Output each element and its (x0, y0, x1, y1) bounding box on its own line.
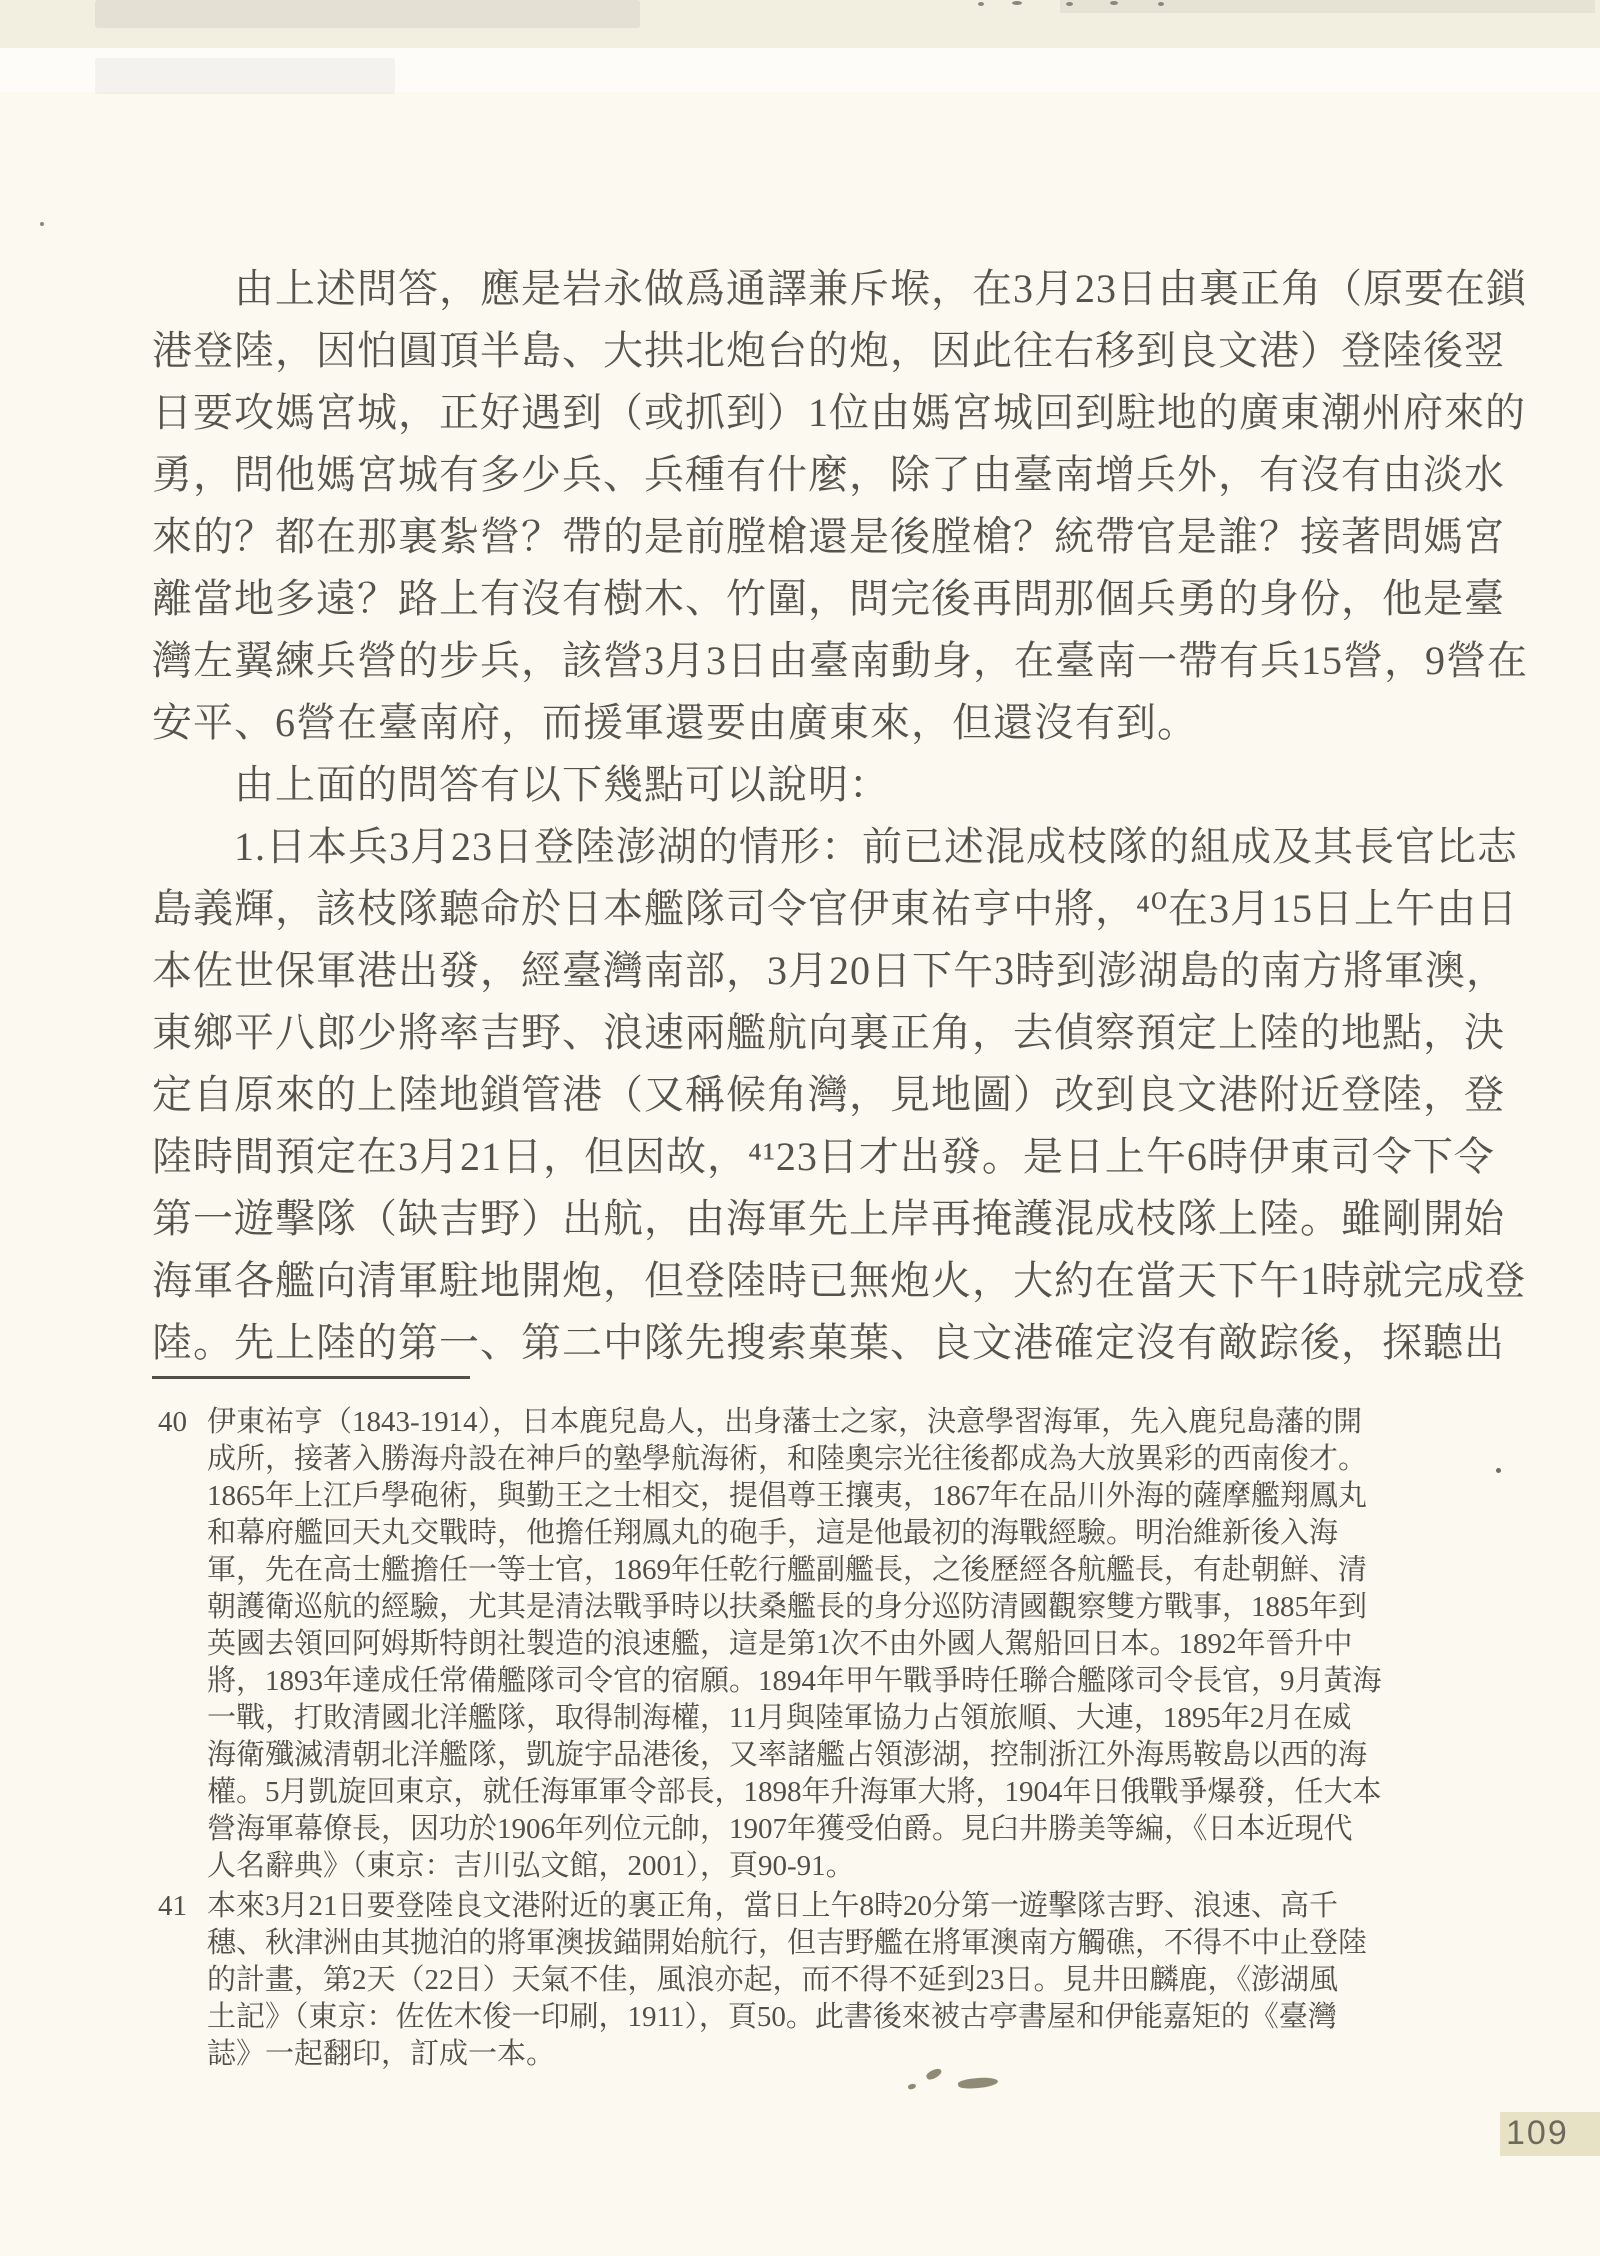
footnote-separator-rule (152, 1376, 470, 1379)
footnote-40-line: 人名辭典》（東京：吉川弘文館，2001），頁90-91。 (207, 1850, 855, 1882)
footnote-41-line: 誌》一起翻印，訂成一本。 (207, 2038, 556, 2070)
body-text-line: 1.日本兵3月23日登陸澎湖的情形：前已述混成枝隊的組成及其長官比志 (152, 824, 1518, 869)
footnote-40-line: 海衛殲滅清朝北洋艦隊，凱旋宇品港後，又率諸艦占領澎湖，控制浙江外海馬鞍島以西的海 (207, 1739, 1368, 1771)
scan-top-band (0, 0, 1600, 48)
footnote-40-line: 一戰，打敗清國北洋艦隊，取得制海權，11月與陸軍協力占領旅順、大連，1895年2月在威 (207, 1702, 1352, 1734)
body-text-line: 由上面的問答有以下幾點可以說明： (152, 762, 890, 807)
body-text-line: 來的？都在那裏紮營？帶的是前膛槍還是後膛槍？統帶官是誰？接著問媽宮 (152, 514, 1505, 559)
footnote-40-line: 英國去領回阿姆斯特朗社製造的浪速艦，這是第1次不由外國人駕船回日本。1892年晉升中 (207, 1628, 1353, 1660)
scan-top-band-light (0, 48, 1600, 92)
footnote-40-number: 40 (158, 1406, 187, 1438)
scan-speck (1158, 2, 1164, 6)
footnote-40-line: 和幕府艦回天丸交戰時，他擔任翔鳳丸的砲手，這是他最初的海戰經驗。明治維新後入海 (207, 1517, 1339, 1549)
body-text-line: 安平、6營在臺南府，而援軍還要由廣東來，但還沒有到。 (152, 700, 1198, 745)
body-text-line: 陸時間預定在3月21日，但因故，⁴¹23日才出發。是日上午6時伊東司令下令 (152, 1134, 1495, 1179)
footnote-40-line: 朝護衛巡航的經驗，尤其是清法戰爭時以扶桑艦長的身分巡防清國觀察雙方戰事，1885年到 (207, 1591, 1368, 1623)
body-text-line: 陸。先上陸的第一、第二中隊先搜索菓葉、良文港確定沒有敵踪後，探聽出 (152, 1320, 1505, 1365)
scan-speck (978, 2, 984, 6)
page-number: 109 (1506, 2114, 1569, 2152)
footnote-40-line: 權。5月凱旋回東京，就任海軍軍令部長，1898年升海軍大將，1904年日俄戰爭爆發，任大本 (207, 1776, 1382, 1808)
scan-smudge (958, 2076, 999, 2090)
footnote-40-line: 將，1893年達成任常備艦隊司令官的宿願。1894年甲午戰爭時任聯合艦隊司令長官，9月黃海 (207, 1665, 1382, 1697)
scan-smudge (907, 2083, 916, 2090)
footnote-40-line: 軍，先在高士艦擔任一等士官，1869年任乾行艦副艦長，之後歷經各航艦長，有赴朝鮮、清 (207, 1554, 1368, 1586)
scan-speck (1066, 2, 1073, 6)
scan-speck (1110, 1, 1118, 5)
footnote-40-line: 1865年上江戶學砲術，與勤王之士相交，提倡尊王攘夷，1867年在品川外海的薩摩艦翔鳳丸 (207, 1480, 1368, 1512)
body-text-line: 海軍各艦向清軍駐地開炮，但登陸時已無炮火，大約在當天下午1時就完成登 (152, 1258, 1526, 1303)
footnote-41-line: 本來3月21日要登陸良文港附近的裏正角，當日上午8時20分第一遊擊隊吉野、浪速、高千 (207, 1890, 1339, 1922)
footnote-40-line: 成所，接著入勝海舟設在神戶的塾學航海術，和陸奧宗光往後都成為大放異彩的西南俊才。 (207, 1443, 1368, 1475)
footnote-40-line: 伊東祐亨（1843-1914），日本鹿兒島人，出身藩士之家，決意學習海軍，先入鹿兒島藩的開 (207, 1406, 1363, 1438)
body-text-line: 日要攻媽宮城，正好遇到（或抓到）1位由媽宮城回到駐地的廣東潮州府來的 (152, 390, 1526, 435)
body-text-line: 定自原來的上陸地鎖管港（又稱候角灣，見地圖）改到良文港附近登陸，登 (152, 1072, 1505, 1117)
scan-speck (40, 222, 44, 226)
body-text-line: 離當地多遠？路上有沒有樹木、竹圍，問完後再問那個兵勇的身份，他是臺 (152, 576, 1505, 621)
body-text-line: 灣左翼練兵營的步兵，該營3月3日由臺南動身，在臺南一帶有兵15營，9營在 (152, 638, 1528, 683)
body-text-line: 第一遊擊隊（缺吉野）出航，由海軍先上岸再掩護混成枝隊上陸。雖剛開始 (152, 1196, 1505, 1241)
body-text-line: 港登陸，因怕圓頂半島、大拱北炮台的炮，因此往右移到良文港）登陸後翌 (152, 328, 1505, 373)
footnote-40-line: 營海軍幕僚長，因功於1906年列位元帥，1907年獲受伯爵。見臼井勝美等編，《日本近現代 (207, 1813, 1353, 1845)
footnote-41-line: 的計畫，第2天（22日）天氣不佳，風浪亦起，而不得不延到23日。見井田麟鹿，《澎湖風 (207, 1964, 1339, 1996)
footnote-41-line: 穗、秋津洲由其拋泊的將軍澳拔錨開始航行，但吉野艦在將軍澳南方觸礁，不得不中止登陸 (207, 1927, 1368, 1959)
footnote-40-text (207, 1404, 1497, 1885)
body-text-line: 島義輝，該枝隊聽命於日本艦隊司令官伊東祐亨中將，⁴⁰在3月15日上午由日 (152, 886, 1518, 931)
footnote-41-number: 41 (158, 1890, 187, 1922)
footnote-41-line: 土記》（東京：佐佐木俊一印刷，1911），頁50。此書後來被古亭書屋和伊能嘉矩的《臺灣 (207, 2001, 1337, 2033)
body-text-line: 勇，問他媽宮城有多少兵、兵種有什麼，除了由臺南增兵外，有沒有由淡水 (152, 452, 1505, 497)
footnote-41-text (207, 1888, 1497, 2073)
body-text (152, 258, 1528, 1374)
body-text-line: 東鄉平八郎少將率吉野、浪速兩艦航向裏正角，去偵察預定上陸的地點，決 (152, 1010, 1505, 1055)
scan-speck (1012, 1, 1022, 5)
body-text-line: 由上述問答，應是岩永做爲通譯兼斥堠，在3月23日由裏正角（原要在鎖 (152, 266, 1527, 311)
body-text-line: 本佐世保軍港出發，經臺灣南部，3月20日下午3時到澎湖島的南方將軍澳， (152, 948, 1507, 993)
